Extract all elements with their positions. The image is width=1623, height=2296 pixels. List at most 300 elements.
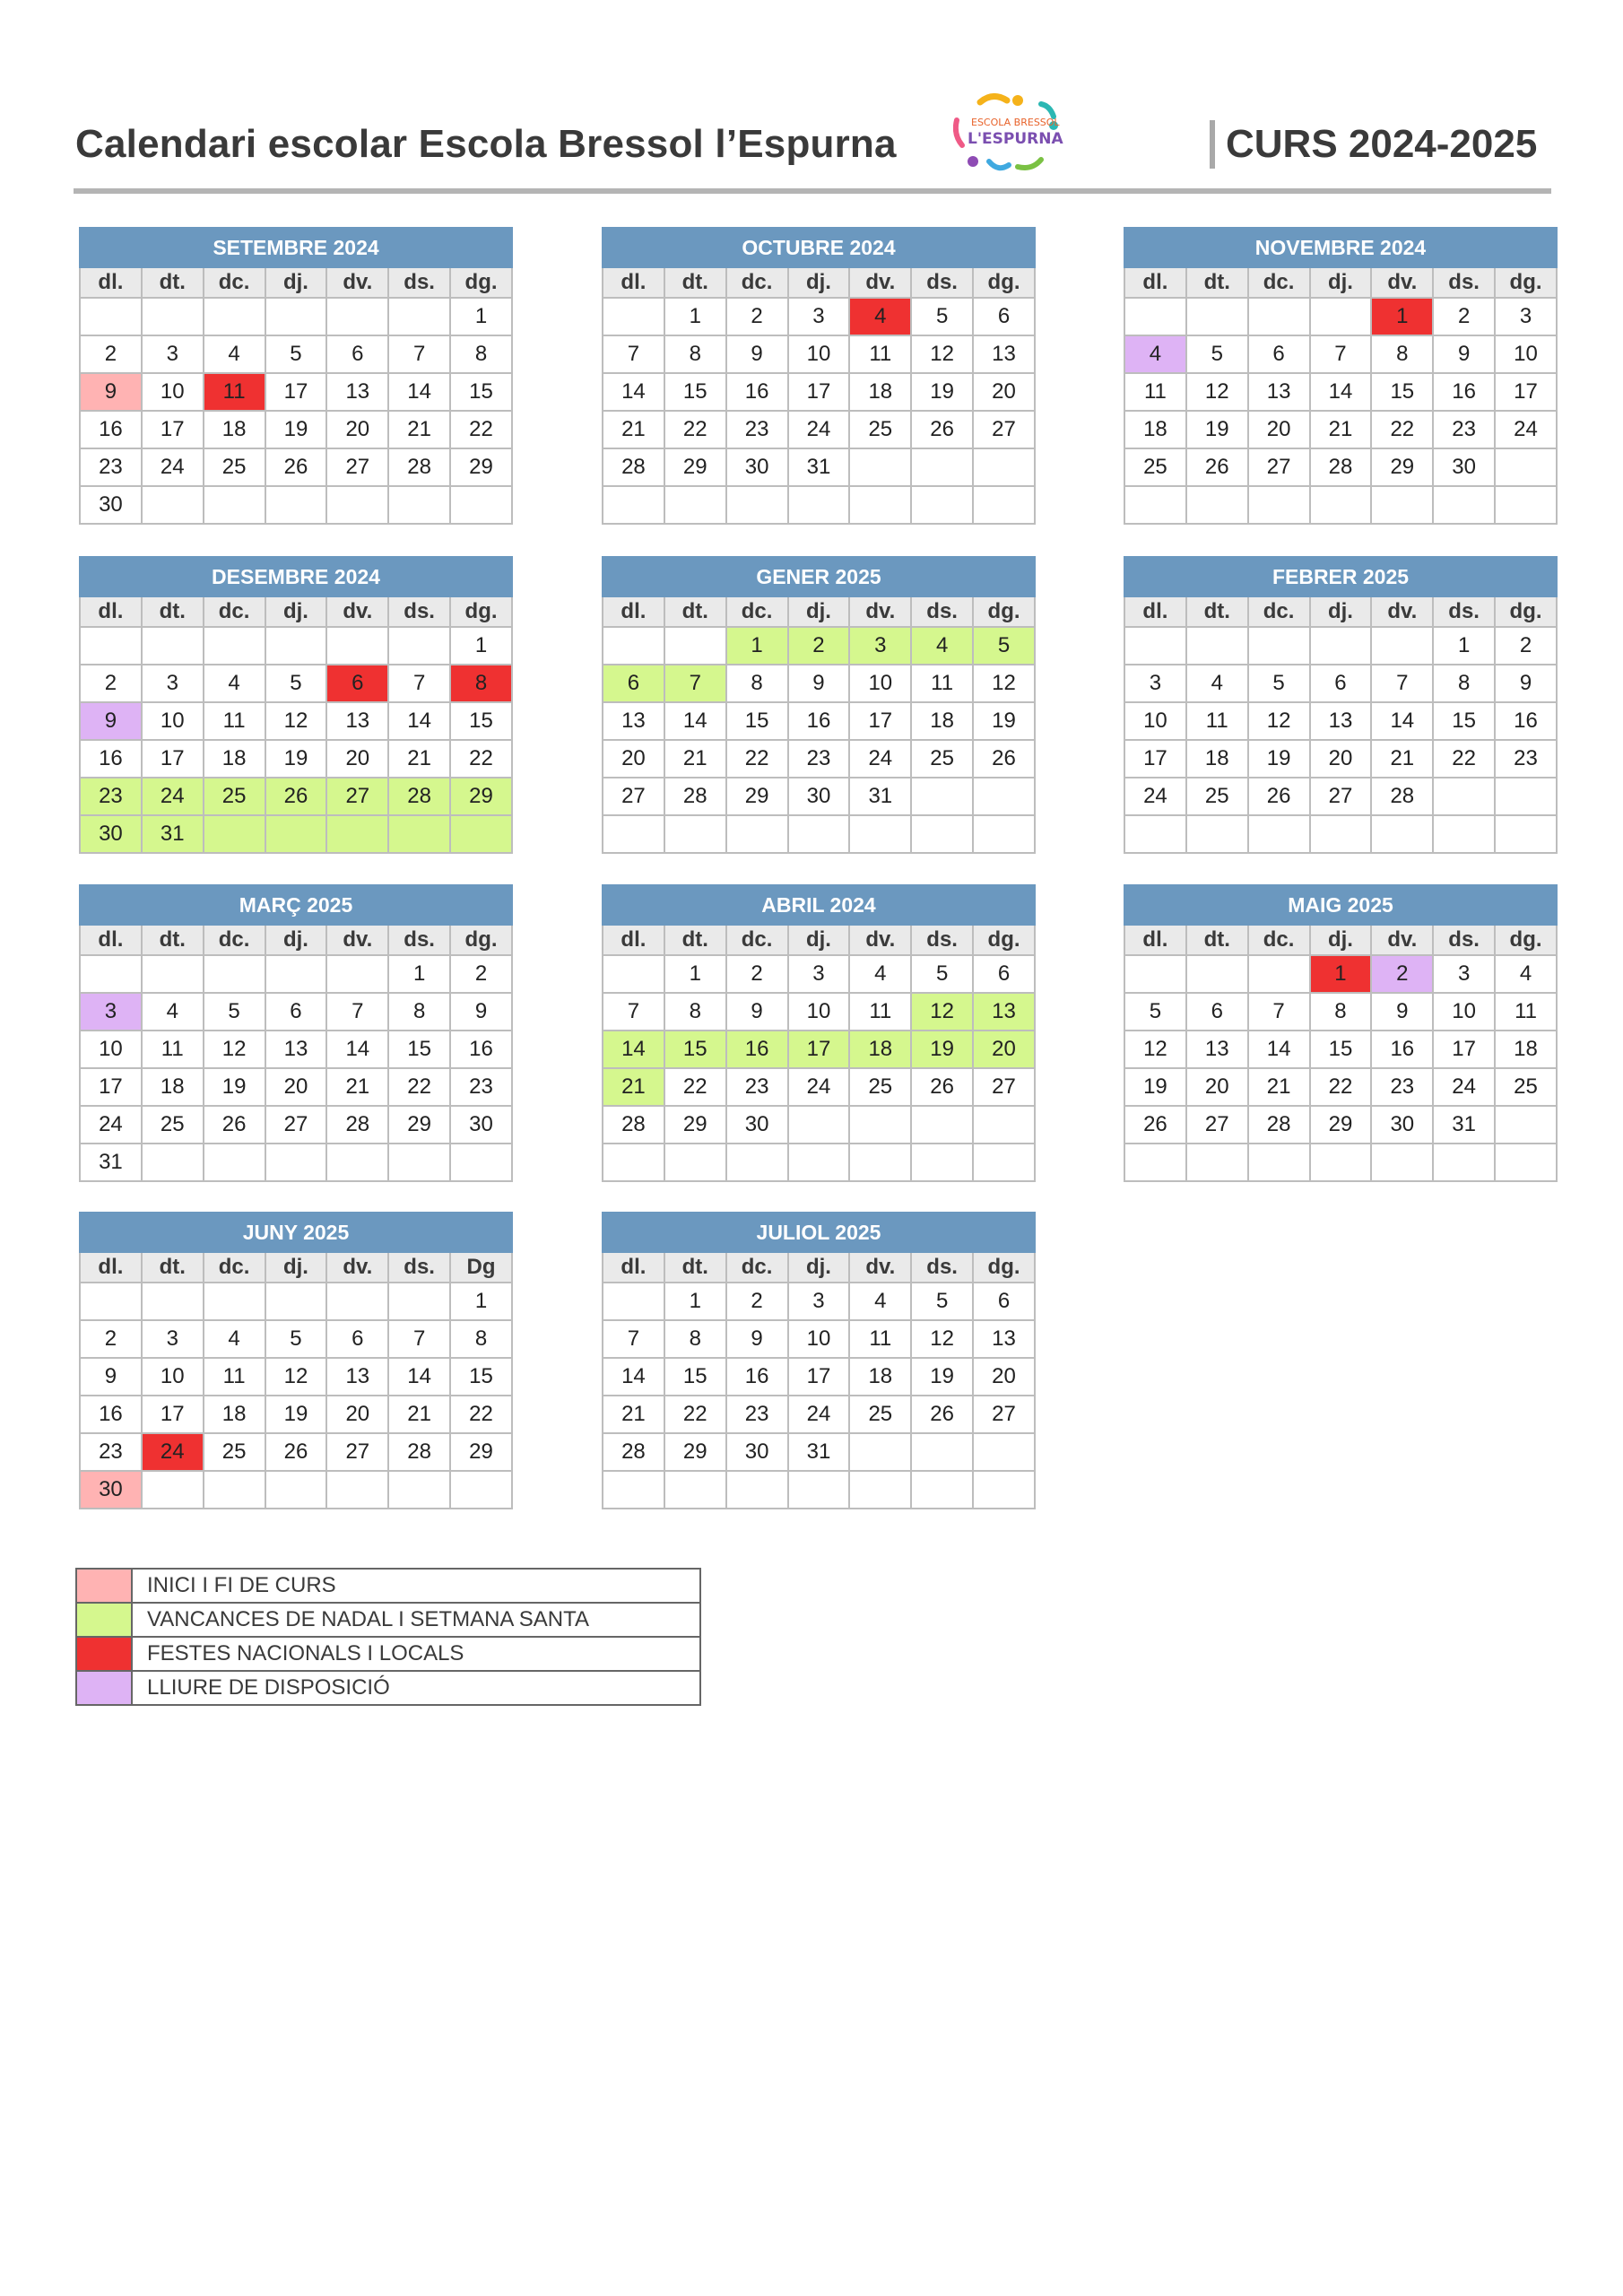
day-cell bbox=[1124, 815, 1186, 853]
day-cell: 4 bbox=[1186, 665, 1248, 702]
month-calendar bbox=[1124, 556, 1558, 854]
day-cell: 26 bbox=[911, 1396, 973, 1433]
legend bbox=[75, 1568, 701, 1706]
day-cell: 9 bbox=[726, 335, 788, 373]
day-cell: 18 bbox=[204, 411, 265, 448]
weekday-header: dj. bbox=[1310, 267, 1372, 298]
day-cell bbox=[1186, 486, 1248, 524]
day-cell: 18 bbox=[1495, 1031, 1557, 1068]
legend-swatch bbox=[76, 1569, 132, 1603]
day-cell: 3 bbox=[142, 665, 204, 702]
day-cell: 25 bbox=[849, 1068, 911, 1106]
weekday-header: dg. bbox=[1495, 267, 1557, 298]
weekday-header: dt. bbox=[142, 267, 204, 298]
day-cell: 13 bbox=[973, 993, 1035, 1031]
weekday-header: dj. bbox=[1310, 596, 1372, 627]
day-cell: 8 bbox=[1371, 335, 1433, 373]
day-cell: 3 bbox=[1495, 298, 1557, 335]
day-cell: 25 bbox=[849, 1396, 911, 1433]
day-cell: 21 bbox=[326, 1068, 388, 1106]
day-cell: 13 bbox=[326, 373, 388, 411]
day-cell: 19 bbox=[1124, 1068, 1186, 1106]
day-cell: 10 bbox=[788, 1320, 850, 1358]
day-cell bbox=[664, 486, 726, 524]
weekday-header: ds. bbox=[388, 267, 450, 298]
day-cell bbox=[849, 486, 911, 524]
week-row bbox=[80, 627, 512, 665]
day-cell: 27 bbox=[973, 411, 1035, 448]
month-calendar bbox=[79, 884, 513, 1182]
day-cell: 28 bbox=[1310, 448, 1372, 486]
day-cell bbox=[1371, 1144, 1433, 1181]
day-cell: 20 bbox=[1248, 411, 1310, 448]
day-cell bbox=[1124, 955, 1186, 993]
day-cell bbox=[911, 778, 973, 815]
day-cell: 17 bbox=[80, 1068, 142, 1106]
day-cell bbox=[388, 298, 450, 335]
week-row bbox=[603, 1358, 1035, 1396]
day-cell bbox=[1495, 778, 1557, 815]
day-cell: 3 bbox=[849, 627, 911, 665]
day-cell bbox=[1433, 486, 1495, 524]
day-cell: 24 bbox=[1495, 411, 1557, 448]
weekday-header: dg. bbox=[450, 596, 512, 627]
day-cell: 2 bbox=[1433, 298, 1495, 335]
day-cell: 3 bbox=[142, 335, 204, 373]
day-cell: 10 bbox=[849, 665, 911, 702]
month-title: JUNY 2025 bbox=[80, 1213, 512, 1252]
day-cell: 31 bbox=[1433, 1106, 1495, 1144]
day-cell: 22 bbox=[450, 1396, 512, 1433]
day-cell: 2 bbox=[726, 1283, 788, 1320]
day-cell bbox=[788, 815, 850, 853]
week-row bbox=[1124, 1068, 1557, 1106]
day-cell: 20 bbox=[973, 1031, 1035, 1068]
weekday-header: dv. bbox=[849, 1252, 911, 1283]
day-cell bbox=[326, 486, 388, 524]
day-cell: 23 bbox=[1495, 740, 1557, 778]
day-cell: 6 bbox=[326, 335, 388, 373]
weekday-header: dl. bbox=[603, 925, 664, 955]
month-title: FEBRER 2025 bbox=[1124, 557, 1557, 596]
day-cell: 28 bbox=[388, 1433, 450, 1471]
week-row bbox=[603, 1144, 1035, 1181]
day-cell: 14 bbox=[1310, 373, 1372, 411]
day-cell bbox=[388, 627, 450, 665]
day-cell: 11 bbox=[911, 665, 973, 702]
weekday-header: dl. bbox=[603, 267, 664, 298]
day-cell: 16 bbox=[726, 1358, 788, 1396]
day-cell: 13 bbox=[1248, 373, 1310, 411]
day-cell bbox=[1371, 486, 1433, 524]
day-cell: 12 bbox=[973, 665, 1035, 702]
day-cell: 17 bbox=[1495, 373, 1557, 411]
week-row bbox=[80, 1433, 512, 1471]
weekday-header: ds. bbox=[911, 596, 973, 627]
day-cell: 16 bbox=[726, 1031, 788, 1068]
day-cell: 26 bbox=[265, 448, 327, 486]
day-cell bbox=[1186, 298, 1248, 335]
day-cell: 4 bbox=[204, 335, 265, 373]
day-cell: 27 bbox=[326, 778, 388, 815]
day-cell: 19 bbox=[911, 1031, 973, 1068]
day-cell: 27 bbox=[1248, 448, 1310, 486]
day-cell: 14 bbox=[603, 1358, 664, 1396]
day-cell bbox=[603, 1144, 664, 1181]
day-cell: 12 bbox=[911, 993, 973, 1031]
day-cell: 18 bbox=[849, 1031, 911, 1068]
week-row bbox=[80, 702, 512, 740]
day-cell: 18 bbox=[1124, 411, 1186, 448]
day-cell: 7 bbox=[388, 665, 450, 702]
day-cell: 28 bbox=[326, 1106, 388, 1144]
month-calendar bbox=[1124, 884, 1558, 1182]
day-cell: 30 bbox=[80, 815, 142, 853]
weekday-header: dc. bbox=[1248, 267, 1310, 298]
day-cell bbox=[326, 1471, 388, 1509]
week-row bbox=[1124, 1031, 1557, 1068]
day-cell bbox=[973, 1471, 1035, 1509]
weekday-header: dl. bbox=[603, 596, 664, 627]
day-cell: 10 bbox=[788, 993, 850, 1031]
day-cell: 25 bbox=[849, 411, 911, 448]
day-cell: 3 bbox=[788, 1283, 850, 1320]
day-cell: 1 bbox=[664, 955, 726, 993]
day-cell: 1 bbox=[450, 298, 512, 335]
weekday-header: ds. bbox=[1433, 267, 1495, 298]
week-row bbox=[603, 1320, 1035, 1358]
day-cell: 15 bbox=[450, 1358, 512, 1396]
weekday-header: ds. bbox=[911, 267, 973, 298]
day-cell bbox=[80, 298, 142, 335]
day-cell bbox=[726, 1144, 788, 1181]
day-cell: 25 bbox=[142, 1106, 204, 1144]
day-cell: 25 bbox=[204, 1433, 265, 1471]
weekday-header: Dg bbox=[450, 1252, 512, 1283]
day-cell: 5 bbox=[911, 1283, 973, 1320]
day-cell: 26 bbox=[1186, 448, 1248, 486]
day-cell: 18 bbox=[1186, 740, 1248, 778]
legend-row bbox=[76, 1671, 700, 1705]
day-cell: 11 bbox=[204, 373, 265, 411]
day-cell bbox=[142, 486, 204, 524]
day-cell bbox=[80, 627, 142, 665]
day-cell: 31 bbox=[788, 448, 850, 486]
week-row bbox=[603, 627, 1035, 665]
day-cell: 14 bbox=[326, 1031, 388, 1068]
day-cell bbox=[849, 815, 911, 853]
day-cell: 17 bbox=[788, 373, 850, 411]
weekday-header: dc. bbox=[726, 267, 788, 298]
day-cell: 8 bbox=[1310, 993, 1372, 1031]
legend-swatch bbox=[76, 1671, 132, 1705]
week-row bbox=[603, 778, 1035, 815]
day-cell: 16 bbox=[450, 1031, 512, 1068]
day-cell: 17 bbox=[849, 702, 911, 740]
day-cell bbox=[911, 1433, 973, 1471]
day-cell: 30 bbox=[726, 1106, 788, 1144]
day-cell bbox=[1124, 298, 1186, 335]
day-cell: 29 bbox=[450, 448, 512, 486]
day-cell: 27 bbox=[973, 1068, 1035, 1106]
week-row bbox=[603, 740, 1035, 778]
day-cell bbox=[603, 627, 664, 665]
day-cell: 29 bbox=[726, 778, 788, 815]
day-cell bbox=[1495, 815, 1557, 853]
day-cell bbox=[1186, 955, 1248, 993]
day-cell: 15 bbox=[1371, 373, 1433, 411]
weekday-header: ds. bbox=[1433, 596, 1495, 627]
day-cell: 11 bbox=[204, 702, 265, 740]
day-cell bbox=[1433, 778, 1495, 815]
day-cell bbox=[204, 486, 265, 524]
day-cell bbox=[664, 627, 726, 665]
day-cell: 3 bbox=[788, 298, 850, 335]
day-cell bbox=[326, 955, 388, 993]
day-cell: 16 bbox=[80, 411, 142, 448]
day-cell: 13 bbox=[326, 1358, 388, 1396]
day-cell: 22 bbox=[664, 411, 726, 448]
day-cell: 1 bbox=[450, 627, 512, 665]
day-cell: 12 bbox=[265, 1358, 327, 1396]
month-title: ABRIL 2024 bbox=[603, 885, 1035, 925]
weekday-header: dj. bbox=[788, 925, 850, 955]
day-cell: 19 bbox=[265, 740, 327, 778]
weekday-header: dc. bbox=[726, 596, 788, 627]
day-cell: 9 bbox=[80, 1358, 142, 1396]
day-cell: 26 bbox=[973, 740, 1035, 778]
week-row bbox=[80, 665, 512, 702]
day-cell: 30 bbox=[788, 778, 850, 815]
day-cell bbox=[388, 1471, 450, 1509]
day-cell: 25 bbox=[204, 778, 265, 815]
day-cell: 6 bbox=[1186, 993, 1248, 1031]
day-cell bbox=[788, 1471, 850, 1509]
day-cell bbox=[603, 486, 664, 524]
day-cell: 4 bbox=[849, 1283, 911, 1320]
month-calendar bbox=[602, 1212, 1036, 1509]
week-row bbox=[80, 298, 512, 335]
day-cell: 28 bbox=[603, 448, 664, 486]
day-cell: 12 bbox=[1186, 373, 1248, 411]
day-cell: 10 bbox=[788, 335, 850, 373]
day-cell: 23 bbox=[726, 1396, 788, 1433]
day-cell: 3 bbox=[142, 1320, 204, 1358]
day-cell: 3 bbox=[80, 993, 142, 1031]
week-row bbox=[1124, 411, 1557, 448]
day-cell: 4 bbox=[911, 627, 973, 665]
day-cell: 25 bbox=[204, 448, 265, 486]
day-cell bbox=[265, 1471, 327, 1509]
day-cell: 23 bbox=[726, 411, 788, 448]
day-cell bbox=[849, 1433, 911, 1471]
day-cell: 17 bbox=[142, 740, 204, 778]
month-title: MARÇ 2025 bbox=[80, 885, 512, 925]
day-cell: 28 bbox=[388, 448, 450, 486]
day-cell: 21 bbox=[1371, 740, 1433, 778]
week-row bbox=[80, 1068, 512, 1106]
day-cell bbox=[326, 298, 388, 335]
day-cell: 8 bbox=[450, 1320, 512, 1358]
week-row bbox=[80, 815, 512, 853]
weekday-header: dj. bbox=[788, 1252, 850, 1283]
day-cell: 9 bbox=[726, 1320, 788, 1358]
day-cell: 9 bbox=[1495, 665, 1557, 702]
day-cell: 24 bbox=[849, 740, 911, 778]
title-divider bbox=[1210, 120, 1215, 169]
day-cell: 10 bbox=[1433, 993, 1495, 1031]
day-cell: 2 bbox=[1495, 627, 1557, 665]
weekday-header: dv. bbox=[1371, 925, 1433, 955]
weekday-header: dg. bbox=[973, 925, 1035, 955]
day-cell: 23 bbox=[1371, 1068, 1433, 1106]
day-cell bbox=[726, 1471, 788, 1509]
day-cell: 9 bbox=[80, 373, 142, 411]
day-cell: 17 bbox=[788, 1031, 850, 1068]
day-cell: 18 bbox=[142, 1068, 204, 1106]
day-cell bbox=[1371, 627, 1433, 665]
day-cell bbox=[1495, 1144, 1557, 1181]
day-cell bbox=[603, 1471, 664, 1509]
day-cell: 19 bbox=[265, 1396, 327, 1433]
page-title: Calendari escolar Escola Bressol l’Espurna bbox=[75, 122, 897, 166]
day-cell bbox=[388, 1144, 450, 1181]
day-cell: 15 bbox=[664, 373, 726, 411]
weekday-header: dt. bbox=[664, 596, 726, 627]
day-cell: 19 bbox=[973, 702, 1035, 740]
day-cell: 17 bbox=[788, 1358, 850, 1396]
day-cell: 12 bbox=[911, 335, 973, 373]
day-cell: 21 bbox=[388, 1396, 450, 1433]
day-cell: 12 bbox=[204, 1031, 265, 1068]
day-cell: 20 bbox=[1310, 740, 1372, 778]
day-cell: 8 bbox=[664, 1320, 726, 1358]
weekday-header: dl. bbox=[80, 596, 142, 627]
week-row bbox=[603, 1433, 1035, 1471]
day-cell: 12 bbox=[1248, 702, 1310, 740]
day-cell: 9 bbox=[450, 993, 512, 1031]
day-cell bbox=[204, 955, 265, 993]
day-cell bbox=[326, 627, 388, 665]
month-calendar bbox=[602, 556, 1036, 854]
week-row bbox=[80, 448, 512, 486]
day-cell: 27 bbox=[973, 1396, 1035, 1433]
weekday-header: dt. bbox=[1186, 925, 1248, 955]
day-cell: 24 bbox=[788, 1068, 850, 1106]
day-cell bbox=[1186, 1144, 1248, 1181]
day-cell bbox=[204, 815, 265, 853]
day-cell bbox=[788, 486, 850, 524]
week-row bbox=[603, 702, 1035, 740]
day-cell: 6 bbox=[326, 665, 388, 702]
day-cell: 6 bbox=[603, 665, 664, 702]
week-row bbox=[603, 1106, 1035, 1144]
day-cell: 15 bbox=[726, 702, 788, 740]
day-cell bbox=[1186, 815, 1248, 853]
day-cell: 11 bbox=[1495, 993, 1557, 1031]
weekday-header: dl. bbox=[1124, 267, 1186, 298]
day-cell: 6 bbox=[1310, 665, 1372, 702]
day-cell: 27 bbox=[1186, 1106, 1248, 1144]
week-row bbox=[80, 1320, 512, 1358]
day-cell bbox=[603, 1283, 664, 1320]
weekday-header: dg. bbox=[973, 596, 1035, 627]
week-row bbox=[603, 1283, 1035, 1320]
day-cell bbox=[326, 815, 388, 853]
day-cell: 23 bbox=[788, 740, 850, 778]
day-cell: 4 bbox=[1124, 335, 1186, 373]
day-cell: 28 bbox=[664, 778, 726, 815]
weekday-header: dl. bbox=[80, 267, 142, 298]
day-cell bbox=[849, 1144, 911, 1181]
day-cell: 11 bbox=[204, 1358, 265, 1396]
day-cell: 24 bbox=[1124, 778, 1186, 815]
day-cell: 14 bbox=[664, 702, 726, 740]
day-cell: 30 bbox=[80, 486, 142, 524]
legend-label: FESTES NACIONALS I LOCALS bbox=[132, 1637, 700, 1671]
day-cell: 8 bbox=[450, 335, 512, 373]
day-cell: 4 bbox=[1495, 955, 1557, 993]
month-calendar bbox=[79, 227, 513, 525]
day-cell: 17 bbox=[142, 1396, 204, 1433]
week-row bbox=[80, 486, 512, 524]
day-cell: 21 bbox=[664, 740, 726, 778]
day-cell: 10 bbox=[142, 1358, 204, 1396]
week-row bbox=[80, 740, 512, 778]
day-cell: 23 bbox=[80, 778, 142, 815]
day-cell: 5 bbox=[1248, 665, 1310, 702]
day-cell: 18 bbox=[204, 1396, 265, 1433]
day-cell: 19 bbox=[1186, 411, 1248, 448]
weekday-header: dl. bbox=[1124, 925, 1186, 955]
day-cell: 13 bbox=[603, 702, 664, 740]
day-cell: 26 bbox=[265, 1433, 327, 1471]
legend-label: LLIURE DE DISPOSICIÓ bbox=[132, 1671, 700, 1705]
weekday-header: dc. bbox=[726, 1252, 788, 1283]
day-cell bbox=[911, 1471, 973, 1509]
day-cell: 13 bbox=[973, 335, 1035, 373]
day-cell bbox=[1310, 815, 1372, 853]
day-cell: 22 bbox=[1310, 1068, 1372, 1106]
day-cell: 13 bbox=[1186, 1031, 1248, 1068]
day-cell: 19 bbox=[204, 1068, 265, 1106]
week-row bbox=[1124, 815, 1557, 853]
day-cell bbox=[1248, 1144, 1310, 1181]
day-cell: 24 bbox=[142, 778, 204, 815]
day-cell: 21 bbox=[603, 1396, 664, 1433]
month-calendar bbox=[602, 227, 1036, 525]
course-title: CURS 2024-2025 bbox=[1226, 122, 1538, 166]
day-cell: 5 bbox=[1186, 335, 1248, 373]
day-cell: 21 bbox=[1310, 411, 1372, 448]
weekday-header: ds. bbox=[911, 1252, 973, 1283]
day-cell: 6 bbox=[973, 1283, 1035, 1320]
day-cell: 27 bbox=[1310, 778, 1372, 815]
day-cell: 22 bbox=[664, 1068, 726, 1106]
day-cell: 14 bbox=[1371, 702, 1433, 740]
day-cell: 9 bbox=[1371, 993, 1433, 1031]
day-cell: 21 bbox=[603, 411, 664, 448]
legend-label: VANCANCES DE NADAL I SETMANA SANTA bbox=[132, 1603, 700, 1637]
day-cell: 20 bbox=[326, 740, 388, 778]
day-cell: 11 bbox=[849, 993, 911, 1031]
day-cell: 2 bbox=[80, 1320, 142, 1358]
day-cell bbox=[911, 486, 973, 524]
day-cell: 8 bbox=[388, 993, 450, 1031]
month-title: DESEMBRE 2024 bbox=[80, 557, 512, 596]
day-cell: 20 bbox=[603, 740, 664, 778]
weekday-header: dj. bbox=[265, 596, 327, 627]
